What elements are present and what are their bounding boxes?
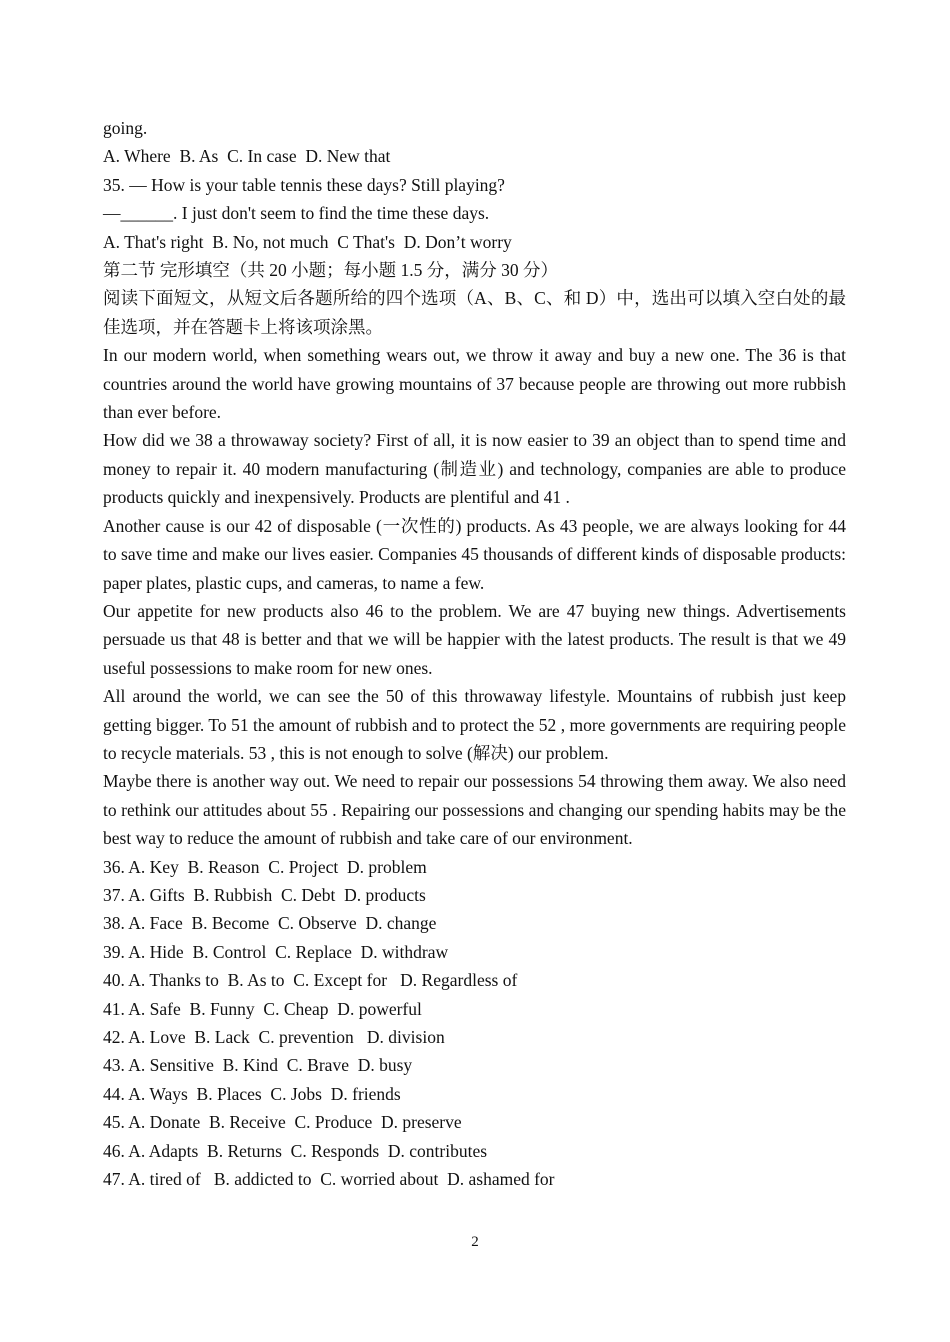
document-body <box>103 114 846 1193</box>
passage-paragraph: Another cause is our 42 of disposable (一次性的) products. As 43 people, we are always looking for 44 to save time and make our lives easier. Companies 45 thousands of different kinds of disposable products: paper plates, plastic cups, and cameras, to name a few. <box>103 515 846 593</box>
passage-paragraph: How did we 38 a throwaway society? First of all, it is now easier to 39 an object than to spend time and money to repair it. 40 modern manufacturing (制造业) and technology, companies are able to produce products quickly and inexpensively. Products are plentiful and 41 . <box>103 430 846 508</box>
option-row: 41. A. Safe B. Funny C. Cheap D. powerful <box>103 998 422 1019</box>
page-number: 2 <box>471 1234 479 1250</box>
instruction-text: 阅读下面短文，从短文后各题所给的四个选项（A、B、C、和 D）中，选出可以填入空白处的最佳选项，并在答题卡上将该项涂黑。 <box>103 288 846 337</box>
section-title: 第二节 完形填空（共 20 小题；每小题 1.5 分，满分 30 分） <box>103 260 558 281</box>
option-row: 44. A. Ways B. Places C. Jobs D. friends <box>103 1083 401 1104</box>
option-row: 42. A. Love B. Lack C. prevention D. division <box>103 1027 445 1047</box>
text-line: going. <box>103 118 148 138</box>
option-row: 43. A. Sensitive B. Kind C. Brave D. busy <box>103 1055 413 1076</box>
option-row: 47. A. tired of B. addicted to C. worried about D. ashamed for <box>103 1169 555 1190</box>
option-row: 36. A. Key B. Reason C. Project D. problem <box>103 856 427 877</box>
answer-blank-line: —______. I just don't seem to find the time these days. <box>103 203 490 224</box>
question-line: 35. — How is your table tennis these days? Still playing? <box>103 174 505 195</box>
option-row: 46. A. Adapts B. Returns C. Responds D. contributes <box>103 1140 488 1161</box>
passage-paragraph: All around the world, we can see the 50 of this throwaway lifestyle. Mountains of rubbish just keep getting bigger. To 51 the amount of rubbish and to protect the 52 , more governments are requiring people to recycle materials. 53 , this is not enough to solve (解决) our problem. <box>103 686 846 763</box>
option-row: 37. A. Gifts B. Rubbish C. Debt D. products <box>103 884 426 905</box>
passage-paragraph: Our appetite for new products also 46 to the problem. We are 47 buying new things. Advertisements persuade us that 48 is better and that we will be happier with the latest products. The result is that we 49 useful possessions to make room for new ones. <box>103 600 846 678</box>
option-row: 39. A. Hide B. Control C. Replace D. withdraw <box>103 941 449 962</box>
option-row: 45. A. Donate B. Receive C. Produce D. preserve <box>103 1112 462 1133</box>
answer-options-line: A. Where B. As C. In case D. New that <box>103 146 391 167</box>
option-row: 38. A. Face B. Become C. Observe D. change <box>103 913 437 934</box>
passage-paragraph: Maybe there is another way out. We need to repair our possessions 54 throwing them away. We also need to rethink our attitudes about 55 . Repairing our possessions and changing our spending habits may be the best way to reduce the amount of rubbish and take care of our environment. <box>103 771 846 849</box>
answer-options-line: A. That's right B. No, not much C That's D. Don’t worry <box>103 231 512 252</box>
passage-paragraph: In our modern world, when something wears out, we throw it away and buy a new one. The 36 is that countries around the world have growing mountains of 37 because people are throwing out more rubbish than ever before. <box>103 345 846 423</box>
option-row: 40. A. Thanks to B. As to C. Except for D. Regardless of <box>103 970 518 991</box>
